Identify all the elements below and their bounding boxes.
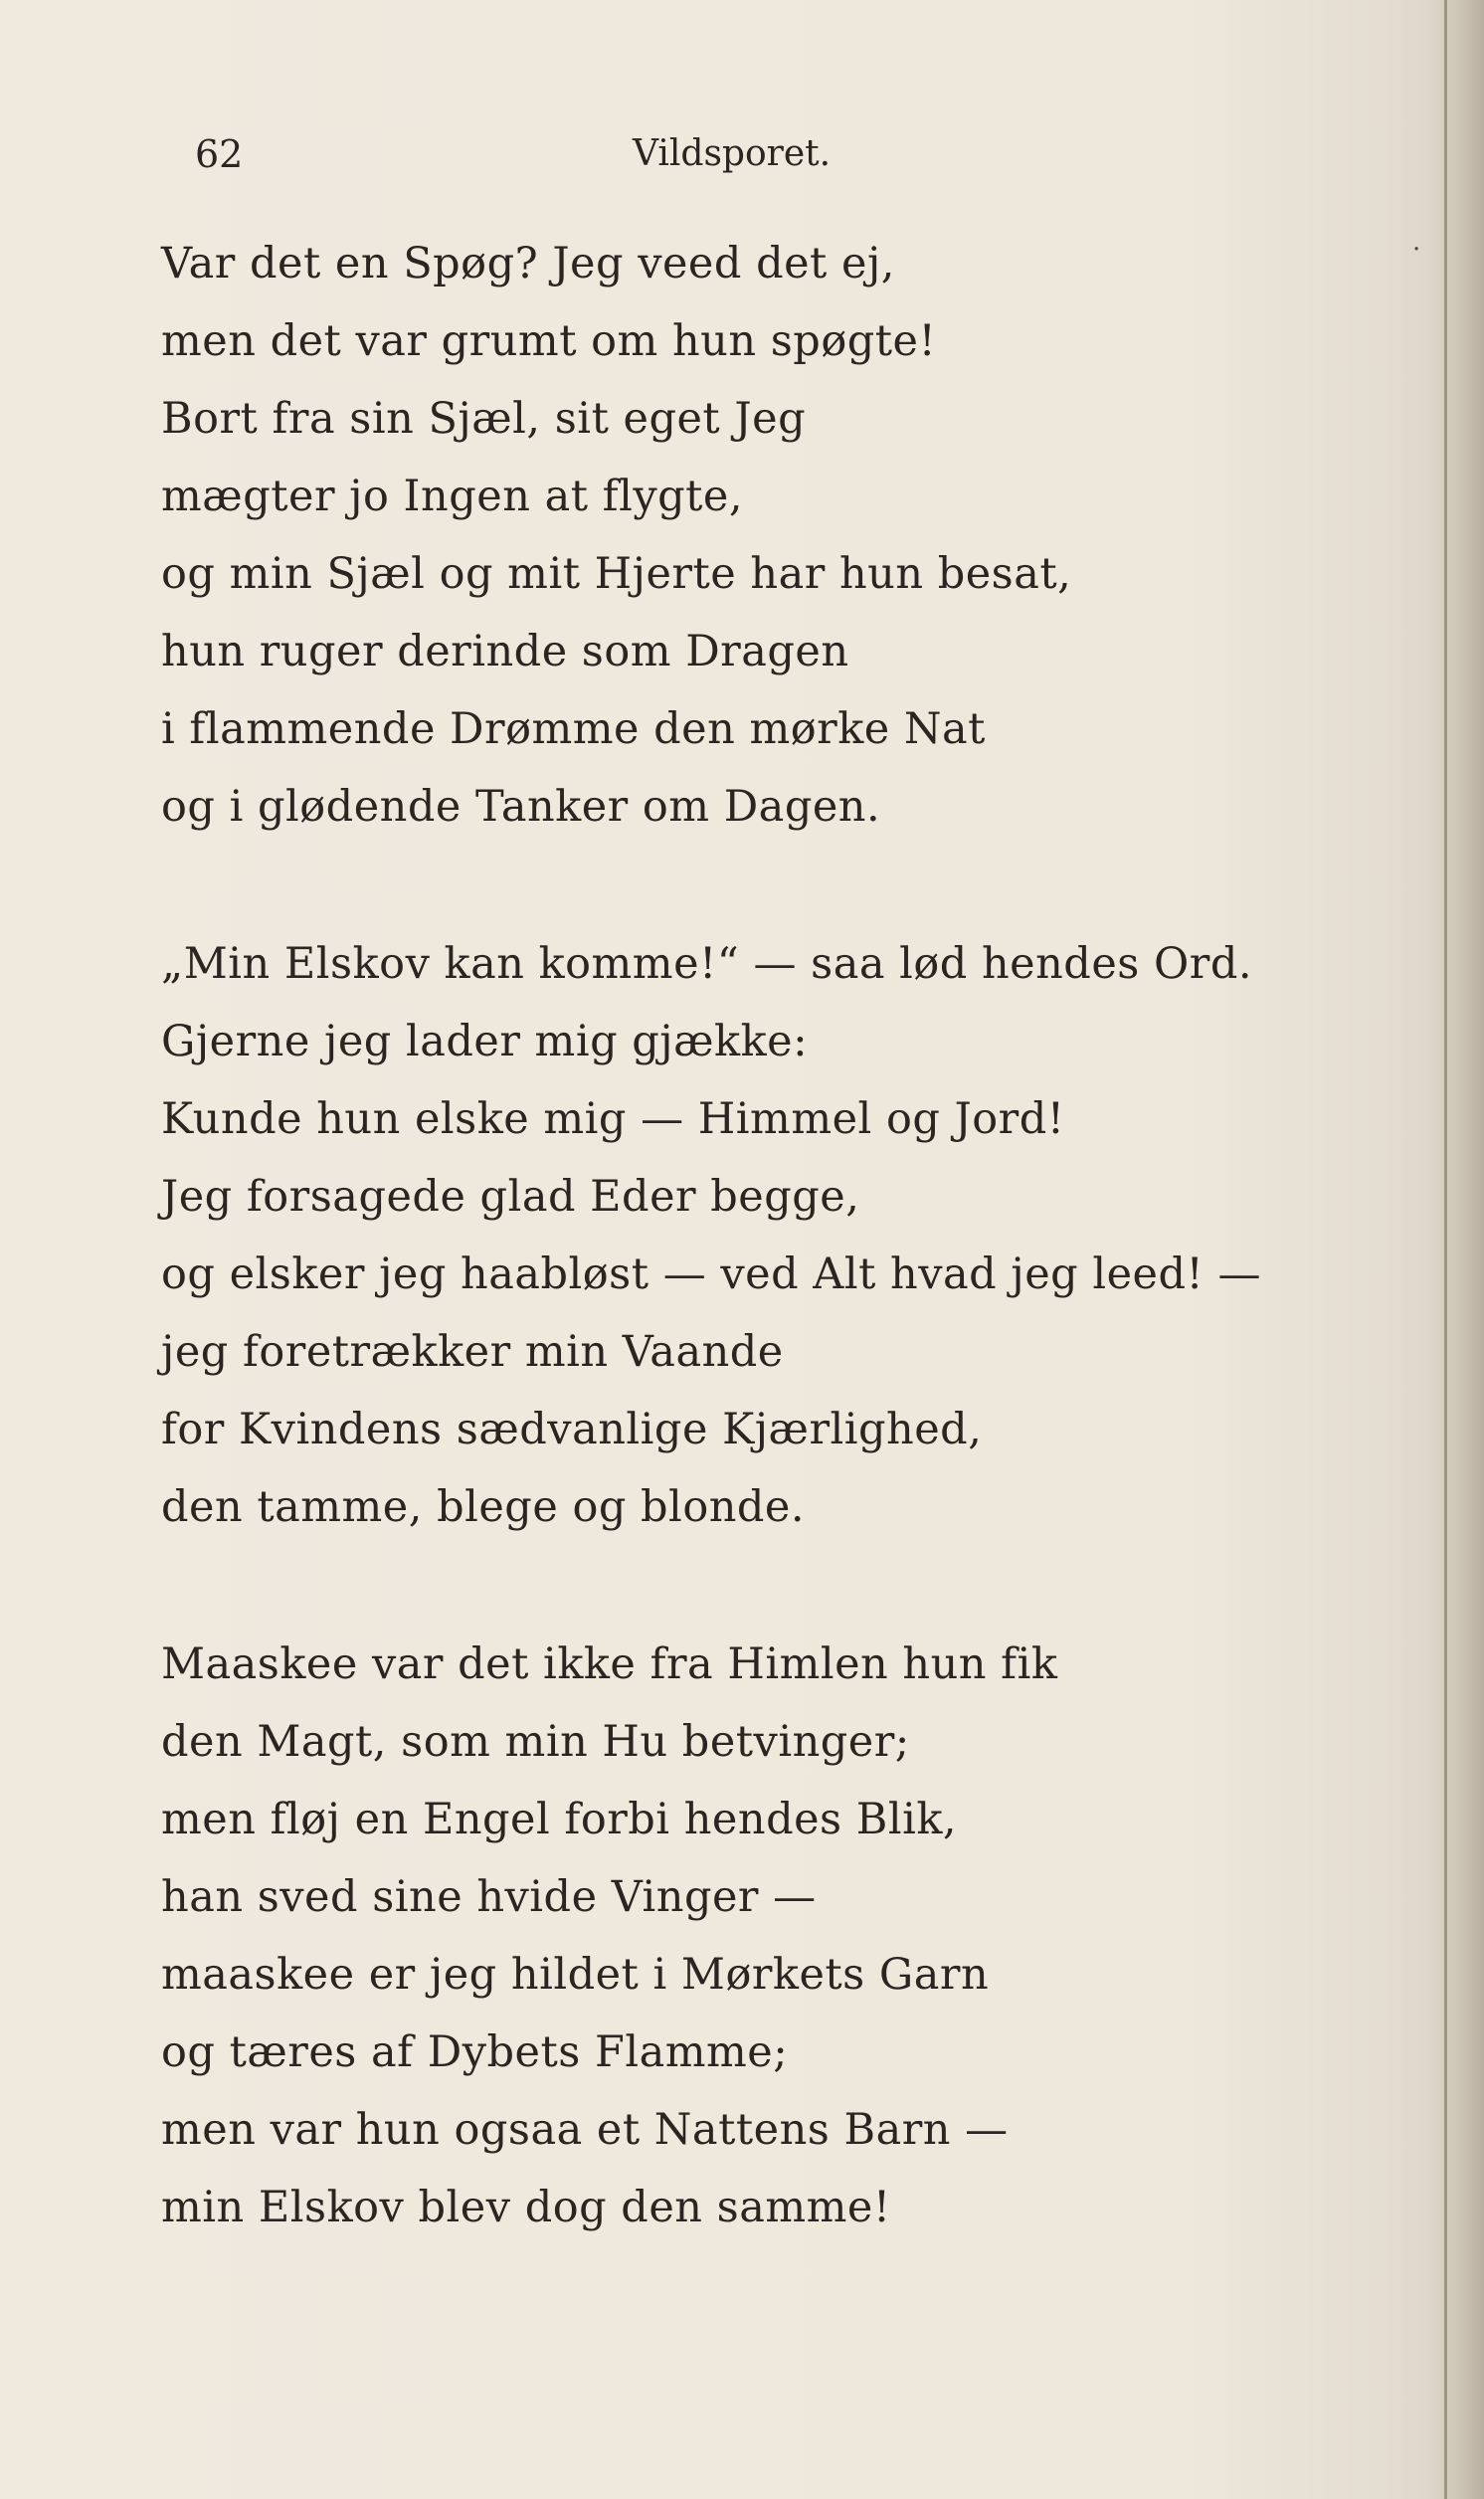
poem-line: men fløj en Engel forbi hendes Blik, xyxy=(161,1795,958,1844)
poem-line: han sved sine hvide Vinger — xyxy=(161,1872,817,1922)
poem-line: og i glødende Tanker om Dagen. xyxy=(161,782,881,832)
poem-line: den tamme, blege og blonde. xyxy=(161,1482,806,1532)
poem-line: og tæres af Dybets Flamme; xyxy=(161,2027,789,2077)
poem-line: min Elskov blev dog den samme! xyxy=(161,2183,891,2232)
stanza-2 xyxy=(161,925,1414,1546)
poem-line: mægter jo Ingen at flygte, xyxy=(161,472,744,521)
poem-line: og min Sjæl og mit Hjerte har hun besat, xyxy=(161,549,1072,599)
poem-line: Maaskee var det ikke fra Himlen hun fik xyxy=(161,1639,1058,1689)
poem-line: og elsker jeg haabløst — ved Alt hvad jeg leed! — xyxy=(161,1250,1261,1299)
stanza-3 xyxy=(161,1626,1414,2246)
poem-line: Gjerne jeg lader mig gjække: xyxy=(161,1017,809,1066)
poem xyxy=(161,225,1414,2326)
poem-line: Bort fra sin Sjæl, sit eget Jeg xyxy=(161,394,807,444)
poem-line: men var hun ogsaa et Nattens Barn — xyxy=(161,2105,1009,2155)
page-number: 62 xyxy=(195,132,244,176)
poem-line: Var det en Spøg? Jeg veed det ej, xyxy=(161,239,895,288)
poem-line: den Magt, som min Hu betvinger; xyxy=(161,1717,910,1767)
spine-shadow xyxy=(1432,0,1484,2499)
poem-line: maaskee er jeg hildet i Mørkets Garn xyxy=(161,1950,990,2000)
poem-line: i flammende Drømme den mørke Nat xyxy=(161,704,986,754)
poem-line: hun ruger derinde som Dragen xyxy=(161,627,849,676)
poem-line: Jeg forsagede glad Eder begge, xyxy=(161,1172,860,1222)
spine-edge xyxy=(1444,0,1447,2499)
poem-line: men det var grumt om hun spøgte! xyxy=(161,316,937,366)
poem-line: jeg foretrækker min Vaande xyxy=(161,1327,784,1377)
page-header xyxy=(0,124,1484,184)
poem-line: Kunde hun elske mig — Himmel og Jord! xyxy=(161,1094,1065,1144)
running-head: Vildsporet. xyxy=(633,133,832,174)
poem-line: for Kvindens sædvanlige Kjærlighed, xyxy=(161,1405,983,1454)
poem-line: „Min Elskov kan komme!“ — saa lød hendes Ord. xyxy=(161,939,1253,989)
margin-mark-icon: · xyxy=(1412,235,1421,265)
stanza-1 xyxy=(161,225,1414,846)
